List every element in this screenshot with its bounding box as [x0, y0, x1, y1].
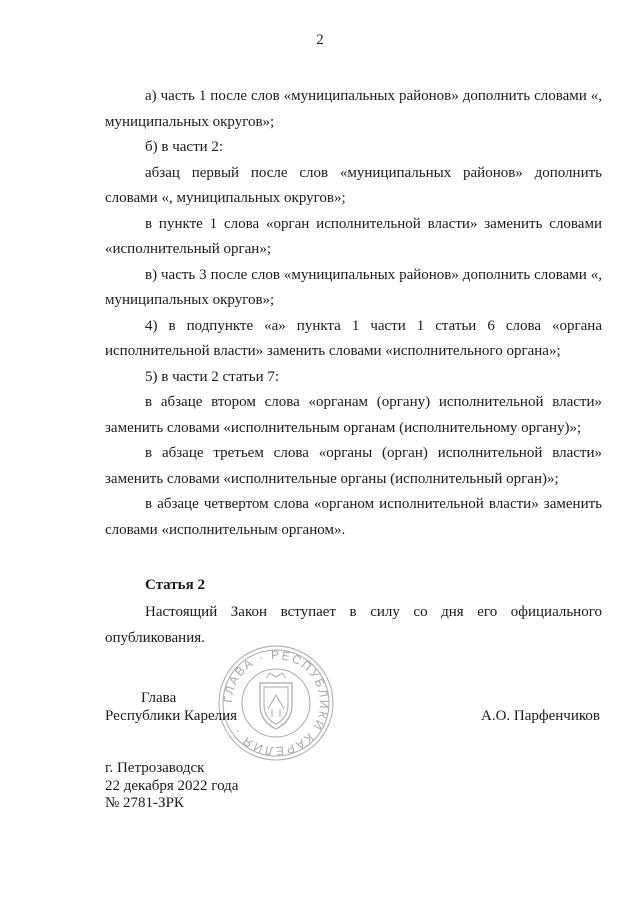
paragraph: в абзаце четвертом слова «органом исполнительной власти» заменить словами «исполнительным органом».	[105, 496, 602, 538]
footer-date: 22 декабря 2022 года	[105, 777, 239, 794]
document-footer	[105, 760, 238, 813]
paragraph: в абзаце третьем слова «органы (орган) исполнительной власти» заменить словами «исполнительные органы (исполнительный орган)»;	[105, 445, 602, 487]
document-body	[105, 84, 602, 543]
paragraph: в) часть 3 после слов «муниципальных районов» дополнить словами «, муниципальных округов»;	[105, 266, 602, 308]
signatory-title-line1: Глава	[141, 690, 177, 706]
paragraph: б) в части 2:	[145, 139, 224, 155]
article-text: Настоящий Закон вступает в силу со дня его официального опубликования.	[105, 604, 602, 646]
paragraph: абзац первый после слов «муниципальных районов» дополнить словами «, муниципальных округов»;	[105, 164, 602, 206]
official-seal-icon	[216, 643, 336, 763]
paragraph: в пункте 1 слова «орган исполнительной власти» заменить словами «исполнительный орган»;	[105, 215, 602, 257]
footer-city: г. Петрозаводск	[105, 760, 205, 776]
paragraph: в абзаце втором слова «органам (органу) исполнительной власти» заменить словами «исполнительным органам (исполнительному органу)»;	[105, 394, 602, 436]
paragraph: а) часть 1 после слов «муниципальных районов» дополнить словами «, муниципальных округов»;	[105, 88, 602, 130]
svg-text:ГЛАВА · РЕСПУБЛИКИ КАРЕЛИЯ ·	[221, 648, 331, 758]
footer-law-number: № 2781-ЗРК	[105, 795, 184, 811]
signatory-title-line2: Республики Карелия	[105, 708, 238, 724]
paragraph: 5) в части 2 статьи 7:	[145, 368, 280, 385]
signatory-name: А.О. Парфенчиков	[481, 708, 600, 724]
page-number: 2	[316, 32, 324, 48]
seal-ring-text: ГЛАВА · РЕСПУБЛИКИ КАРЕЛИЯ ·	[220, 647, 332, 759]
paragraph: 4) в подпункте «а» пункта 1 части 1 статьи 6 слова «органа исполнительной власти» заменить словами «исполнительного органа»;	[105, 317, 602, 359]
article-title: Статья 2	[145, 577, 205, 593]
